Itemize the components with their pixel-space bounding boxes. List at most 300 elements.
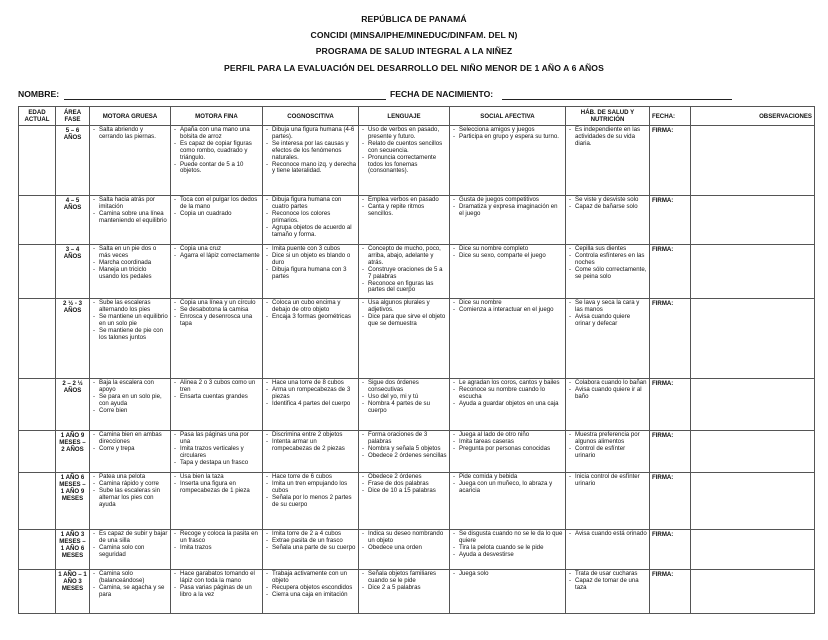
cognitive-list bbox=[265, 300, 356, 321]
health-cell bbox=[566, 530, 650, 570]
age-phase-cell: 5 – 6 AÑOS bbox=[56, 126, 90, 196]
milestone-item: - Tira la pelota cuando se le pide bbox=[452, 545, 563, 552]
health-cell bbox=[566, 473, 650, 530]
milestone-item: - Ayuda a desvestirse bbox=[452, 552, 563, 559]
milestone-item: - Juega al lado de otro niño bbox=[452, 432, 563, 439]
milestone-item: - Canta y repite ritmos sencillos. bbox=[361, 204, 447, 218]
milestone-item: - Discrimina entre 2 objetos bbox=[265, 432, 356, 439]
signature-cell[interactable]: FIRMA: bbox=[650, 570, 691, 614]
table-row bbox=[19, 431, 815, 473]
header-program: PROGRAMA DE SALUD INTEGRAL A LA NIÑEZ bbox=[315, 46, 513, 56]
signature-cell[interactable]: FIRMA: bbox=[650, 431, 691, 473]
gross-list bbox=[92, 474, 168, 509]
milestone-item: - Imita puente con 3 cubos bbox=[265, 246, 356, 253]
name-field[interactable] bbox=[64, 99, 386, 100]
age-phase-cell: 1 AÑO 9 MESES – 2 AÑOS bbox=[56, 431, 90, 473]
gross-cell bbox=[90, 126, 171, 196]
cognitive-cell bbox=[263, 431, 359, 473]
fine-cell bbox=[171, 126, 263, 196]
table-row bbox=[19, 299, 815, 379]
cognitive-list bbox=[265, 531, 356, 552]
milestone-item: - Identifica 4 partes del cuerpo bbox=[265, 401, 356, 408]
current-age-cell[interactable] bbox=[19, 245, 56, 299]
gross-list bbox=[92, 531, 168, 559]
milestone-item: - Camina solo con seguridad bbox=[92, 545, 168, 559]
health-cell bbox=[566, 379, 650, 431]
gross-cell bbox=[90, 431, 171, 473]
name-label: NOMBRE: bbox=[18, 89, 60, 99]
birthdate-field[interactable] bbox=[502, 99, 732, 100]
milestone-item: - Es capaz de copiar figuras como rombo, cuadrado y triángulo. bbox=[173, 141, 260, 162]
gross-list bbox=[92, 300, 168, 341]
milestone-item: - Capaz de tomar de una taza bbox=[568, 578, 647, 592]
milestone-item: - Reconoce mano izq. y derecha y tiene lateralidad. bbox=[265, 162, 356, 176]
milestone-item: - Cepilla sus dientes bbox=[568, 246, 647, 253]
fine-cell bbox=[171, 245, 263, 299]
current-age-cell[interactable] bbox=[19, 473, 56, 530]
social-list bbox=[452, 474, 563, 495]
cognitive-cell bbox=[263, 530, 359, 570]
social-cell bbox=[450, 126, 566, 196]
social-list bbox=[452, 531, 563, 559]
fine-cell bbox=[171, 379, 263, 431]
milestone-item: - Colabora cuando lo bañan bbox=[568, 380, 647, 387]
milestone-item: - Pasa las páginas una por una bbox=[173, 432, 260, 446]
milestone-item: - Trabaja activamente con un objeto bbox=[265, 571, 356, 585]
signature-cell[interactable]: FIRMA: bbox=[650, 196, 691, 245]
milestone-item: - Pronuncia correctamente todos los fonemas (consonantes). bbox=[361, 155, 447, 176]
current-age-cell[interactable] bbox=[19, 196, 56, 245]
milestone-item: - Obedece una orden bbox=[361, 545, 447, 552]
milestone-item: - Se viste y desviste solo bbox=[568, 197, 647, 204]
health-cell bbox=[566, 431, 650, 473]
milestone-item: - Arma un rompecabezas de 3 piezas bbox=[265, 387, 356, 401]
milestone-item: - Reconoce su nombre cuando lo escucha bbox=[452, 387, 563, 401]
age-phase-cell: 1 AÑO 6 MESES – 1 AÑO 9 MESES bbox=[56, 473, 90, 530]
health-cell bbox=[566, 196, 650, 245]
milestone-item: - Apaña con una mano una bolsita de arroz bbox=[173, 127, 260, 141]
fine-list bbox=[173, 571, 260, 599]
language-cell bbox=[359, 299, 450, 379]
health-list bbox=[568, 127, 647, 148]
gross-cell bbox=[90, 299, 171, 379]
gross-cell bbox=[90, 473, 171, 530]
age-phase-cell: 2 ½ - 3 AÑOS bbox=[56, 299, 90, 379]
health-list bbox=[568, 246, 647, 281]
health-cell bbox=[566, 245, 650, 299]
signature-cell[interactable]: FIRMA: bbox=[650, 530, 691, 570]
language-list bbox=[361, 432, 447, 460]
col-cognitive-header: COGNOSCITIVA bbox=[263, 107, 359, 126]
milestone-item: - Dice 2 a 5 palabras bbox=[361, 585, 447, 592]
table-row bbox=[19, 379, 815, 431]
signature-cell[interactable]: FIRMA: bbox=[650, 245, 691, 299]
milestone-item: - Imita trazos verticales y circulares bbox=[173, 446, 260, 460]
observations-cell[interactable] bbox=[691, 245, 815, 299]
col-social-header: SOCIAL AFECTIVA bbox=[450, 107, 566, 126]
gross-list bbox=[92, 432, 168, 453]
fine-cell bbox=[171, 530, 263, 570]
milestone-item: - Juega solo bbox=[452, 571, 563, 578]
social-list bbox=[452, 571, 563, 578]
table-row bbox=[19, 473, 815, 530]
observations-cell[interactable] bbox=[691, 379, 815, 431]
gross-cell bbox=[90, 530, 171, 570]
milestone-item: - Agrupa objetos de acuerdo al tamaño y forma. bbox=[265, 225, 356, 239]
observations-cell[interactable] bbox=[691, 570, 815, 614]
milestone-item: - Se interesa por las causas y efectos de los fenómenos naturales. bbox=[265, 141, 356, 162]
col-phase-header: ÁREA FASE bbox=[56, 107, 90, 126]
milestone-item: - Inicia control de esfínter urinario bbox=[568, 474, 647, 488]
milestone-item: - Dibuja figura humana con cuatro partes bbox=[265, 197, 356, 211]
table-row bbox=[19, 126, 815, 196]
health-list bbox=[568, 531, 647, 538]
fine-cell bbox=[171, 431, 263, 473]
language-cell bbox=[359, 245, 450, 299]
milestone-item: - Uso del yo, mi y tú bbox=[361, 394, 447, 401]
health-cell bbox=[566, 570, 650, 614]
birthdate-label: FECHA DE NACIMIENTO: bbox=[390, 89, 494, 99]
gross-cell bbox=[90, 245, 171, 299]
table-row bbox=[19, 530, 815, 570]
milestone-item: - Sube las escaleras alternando los pies bbox=[92, 300, 168, 314]
signature-cell[interactable]: FIRMA: bbox=[650, 473, 691, 530]
milestone-item: - Camina bien en ambas direcciones bbox=[92, 432, 168, 446]
milestone-item: - Participa en grupo y espera su turno. bbox=[452, 134, 563, 141]
language-cell bbox=[359, 570, 450, 614]
social-list bbox=[452, 246, 563, 260]
milestone-item: - Comienza a interactuar en el juego bbox=[452, 307, 563, 314]
age-phase-cell: 3 – 4 AÑOS bbox=[56, 245, 90, 299]
milestone-item: - Copia una cruz bbox=[173, 246, 260, 253]
current-age-cell[interactable] bbox=[19, 379, 56, 431]
social-list bbox=[452, 127, 563, 141]
milestone-item: - Hace garabatos tomando el lápiz con toda la mano bbox=[173, 571, 260, 585]
milestone-item: - Dice para que sirve el objeto que se demuestra bbox=[361, 314, 447, 328]
col-date-header: FECHA: bbox=[650, 107, 691, 126]
cognitive-cell bbox=[263, 570, 359, 614]
current-age-cell[interactable] bbox=[19, 530, 56, 570]
milestone-item: - Imita tareas caseras bbox=[452, 439, 563, 446]
milestone-item: - Uso de verbos en pasado, presente y futuro. bbox=[361, 127, 447, 141]
milestone-item: - Avisa cuando quiere orinar y defecar bbox=[568, 314, 647, 328]
fine-list bbox=[173, 246, 260, 260]
social-list bbox=[452, 300, 563, 314]
signature-cell[interactable]: FIRMA: bbox=[650, 299, 691, 379]
gross-list bbox=[92, 197, 168, 225]
milestone-item: - Salta en un pie dos o más veces bbox=[92, 246, 168, 260]
milestone-item: - Extrae pasita de un frasco bbox=[265, 538, 356, 545]
fine-list bbox=[173, 432, 260, 467]
milestone-item: - Nombra 4 partes de su cuerpo bbox=[361, 401, 447, 415]
milestone-item: - Copia una línea y un círculo bbox=[173, 300, 260, 307]
milestone-item: - Frase de dos palabras bbox=[361, 481, 447, 488]
header-concidi: CONCIDI (MINSA/IPHE/MINEDUC/DINFAM. DEL N) bbox=[310, 30, 518, 40]
language-list bbox=[361, 127, 447, 175]
cognitive-cell bbox=[263, 299, 359, 379]
milestone-item: - Maneja un triciclo usando los pedales bbox=[92, 267, 168, 281]
cognitive-cell bbox=[263, 245, 359, 299]
milestone-item: - Coloca un cubo encima y debajo de otro objeto bbox=[265, 300, 356, 314]
milestone-item: - Dice de 10 a 15 palabras bbox=[361, 488, 447, 495]
milestone-item: - Muestra preferencia por algunos alimentos bbox=[568, 432, 647, 446]
milestone-item: - Control de esfínter urinario bbox=[568, 446, 647, 460]
milestone-item: - Inserta una figura en rompecabezas de 1 pieza bbox=[173, 481, 260, 495]
milestone-item: - Avisa cuando quiere ir al baño bbox=[568, 387, 647, 401]
milestone-item: - Usa algunos plurales y adjetivos. bbox=[361, 300, 447, 314]
milestone-item: - Es capaz de subir y bajar de una silla bbox=[92, 531, 168, 545]
language-cell bbox=[359, 379, 450, 431]
col-language-header: LENGUAJE bbox=[359, 107, 450, 126]
milestone-item: - Toca con el pulgar los dedos de la mano bbox=[173, 197, 260, 211]
observations-cell[interactable] bbox=[691, 126, 815, 196]
milestone-item: - Usa bien la taza bbox=[173, 474, 260, 481]
milestone-item: - Pide comida y bebida bbox=[452, 474, 563, 481]
health-list bbox=[568, 300, 647, 328]
milestone-item: - Nombra y señala 5 objetos bbox=[361, 446, 447, 453]
cognitive-list bbox=[265, 127, 356, 175]
language-list bbox=[361, 571, 447, 592]
header-profile-title: PERFIL PARA LA EVALUACIÓN DEL DESARROLLO DEL NIÑO MENOR DE 1 AÑO A 6 AÑOS bbox=[224, 63, 604, 73]
milestone-item: - Relato de cuentos sencillos con secuencia. bbox=[361, 141, 447, 155]
fine-list bbox=[173, 300, 260, 328]
milestone-item: - Le agradan los coros, cantos y bailes bbox=[452, 380, 563, 387]
current-age-cell[interactable] bbox=[19, 299, 56, 379]
milestone-item: - Imita trazos bbox=[173, 545, 260, 552]
col-fine-motor-header: MOTORA FINA bbox=[171, 107, 263, 126]
signature-cell[interactable]: FIRMA: bbox=[650, 379, 691, 431]
milestone-item: - Es independiente en las actividades de su vida diaria. bbox=[568, 127, 647, 148]
cognitive-list bbox=[265, 246, 356, 281]
health-list bbox=[568, 197, 647, 211]
milestone-item: - Intenta armar un rompecabezas de 2 piezas bbox=[265, 439, 356, 453]
language-list bbox=[361, 474, 447, 495]
gross-list bbox=[92, 380, 168, 415]
age-phase-cell: 1 AÑO – 1 AÑO 3 MESES bbox=[56, 570, 90, 614]
milestone-item: - Se mantiene un equilibrio en un solo pie bbox=[92, 314, 168, 328]
milestone-item: - Trata de usar cucharas bbox=[568, 571, 647, 578]
social-cell bbox=[450, 379, 566, 431]
milestone-item: - Dice su nombre completo bbox=[452, 246, 563, 253]
header-republic: REPÚBLICA DE PANAMÁ bbox=[361, 14, 467, 24]
table-row bbox=[19, 196, 815, 245]
milestone-item: - Emplea verbos en pasado bbox=[361, 197, 447, 204]
cognitive-list bbox=[265, 571, 356, 599]
col-observations-header: OBSERVACIONES bbox=[691, 107, 815, 126]
language-cell bbox=[359, 473, 450, 530]
social-cell bbox=[450, 196, 566, 245]
language-list bbox=[361, 246, 447, 294]
milestone-item: - Corre y trepa bbox=[92, 446, 168, 453]
milestone-item: - Se para en un solo pie, con ayuda bbox=[92, 394, 168, 408]
milestone-item: - Camina solo (balanceándose) bbox=[92, 571, 168, 585]
milestone-item: - Ayuda a guardar objetos en una caja bbox=[452, 401, 563, 408]
milestone-item: - Imita torre de 2 a 4 cubos bbox=[265, 531, 356, 538]
language-cell bbox=[359, 126, 450, 196]
milestone-item: - Alinea 2 o 3 cubos como un tren bbox=[173, 380, 260, 394]
milestone-item: - Ensarta cuentas grandes bbox=[173, 394, 260, 401]
milestone-item: - Camina rápido y corre bbox=[92, 481, 168, 488]
gross-cell bbox=[90, 196, 171, 245]
cognitive-list bbox=[265, 432, 356, 453]
language-list bbox=[361, 531, 447, 552]
milestone-item: - Agarra el lápiz correctamente bbox=[173, 253, 260, 260]
observations-cell[interactable] bbox=[691, 473, 815, 530]
health-cell bbox=[566, 299, 650, 379]
milestone-item: - Dramatiza y expresa imaginación en el juego bbox=[452, 204, 563, 218]
observations-cell[interactable] bbox=[691, 431, 815, 473]
milestone-item: - Salta hacia atrás por imitación bbox=[92, 197, 168, 211]
fine-list bbox=[173, 127, 260, 175]
fine-cell bbox=[171, 299, 263, 379]
social-list bbox=[452, 380, 563, 408]
table-header-row bbox=[19, 107, 815, 126]
language-list bbox=[361, 300, 447, 328]
milestone-item: - Reconoce en figuras las partes del cuerpo bbox=[361, 281, 447, 295]
milestone-item: - Patea una pelota bbox=[92, 474, 168, 481]
gross-cell bbox=[90, 379, 171, 431]
language-list bbox=[361, 380, 447, 415]
milestone-item: - Dice si un objeto es blando o duro bbox=[265, 253, 356, 267]
milestone-item: - Capaz de bañarse solo bbox=[568, 204, 647, 211]
social-list bbox=[452, 432, 563, 453]
language-cell bbox=[359, 431, 450, 473]
milestone-item: - Juega con un muñeco, lo abraza y acaricia bbox=[452, 481, 563, 495]
milestone-item: - Obedece 2 órdenes bbox=[361, 474, 447, 481]
table-row bbox=[19, 245, 815, 299]
milestone-item: - Imita un tren empujando los cubos bbox=[265, 481, 356, 495]
age-phase-cell: 1 AÑO 3 MESES – 1 AÑO 6 MESES bbox=[56, 530, 90, 570]
health-list bbox=[568, 474, 647, 488]
language-cell bbox=[359, 196, 450, 245]
fine-cell bbox=[171, 473, 263, 530]
milestone-item: - Tapa y destapa un frasco bbox=[173, 460, 260, 467]
milestone-item: - Concepto de mucho, poco, arriba, abajo, adelante y atrás. bbox=[361, 246, 447, 267]
fine-list bbox=[173, 380, 260, 401]
milestone-item: - Sube las escaleras sin alternar los pies con ayuda bbox=[92, 488, 168, 509]
milestone-item: - Come sólo correctamente, se peina solo bbox=[568, 267, 647, 281]
milestone-item: - Enrosca y desenrosca una tapa bbox=[173, 314, 260, 328]
gross-list bbox=[92, 127, 168, 141]
signature-cell[interactable]: FIRMA: bbox=[650, 126, 691, 196]
milestone-item: - Corre bien bbox=[92, 408, 168, 415]
milestone-item: - Camina sobre una línea manteniendo el equilibrio bbox=[92, 211, 168, 225]
current-age-cell[interactable] bbox=[19, 431, 56, 473]
milestone-item: - Hace torre de 6 cubos bbox=[265, 474, 356, 481]
fine-list bbox=[173, 197, 260, 218]
gross-list bbox=[92, 246, 168, 281]
milestone-item: - Señala objetos familiares cuando se le pide bbox=[361, 571, 447, 585]
cognitive-cell bbox=[263, 196, 359, 245]
milestone-item: - Pasa varias páginas de un libro a la vez bbox=[173, 585, 260, 599]
age-phase-cell: 2 – 2 ½ AÑOS bbox=[56, 379, 90, 431]
health-list bbox=[568, 432, 647, 460]
col-age-header: EDAD ACTUAL bbox=[19, 107, 56, 126]
milestone-item: - Obedece 2 órdenes sencillas bbox=[361, 453, 447, 460]
social-cell bbox=[450, 473, 566, 530]
milestone-item: - Pregunta por personas conocidas bbox=[452, 446, 563, 453]
milestone-item: - Controla esfínteres en las noches bbox=[568, 253, 647, 267]
social-cell bbox=[450, 570, 566, 614]
cognitive-cell bbox=[263, 473, 359, 530]
milestone-item: - Camina, se agacha y se para bbox=[92, 585, 168, 599]
milestone-item: - Se lava y seca la cara y las manos bbox=[568, 300, 647, 314]
name-birth-row bbox=[18, 89, 818, 103]
milestone-item: - Recoge y coloca la pasita en un frasco bbox=[173, 531, 260, 545]
cognitive-list bbox=[265, 474, 356, 509]
milestone-item: - Encaja 3 formas geométricas bbox=[265, 314, 356, 321]
milestone-item: - Baja la escalera con apoyo bbox=[92, 380, 168, 394]
observations-cell[interactable] bbox=[691, 530, 815, 570]
health-list bbox=[568, 571, 647, 592]
milestone-item: - Gusta de juegos competitivos bbox=[452, 197, 563, 204]
milestone-item: - Señala una parte de su cuerpo bbox=[265, 545, 356, 552]
milestone-item: - Indica su deseo nombrando un objeto bbox=[361, 531, 447, 545]
milestone-item: - Construye oraciones de 5 a 7 palabras bbox=[361, 267, 447, 281]
language-cell bbox=[359, 530, 450, 570]
milestone-item: - Se desabotona la camisa bbox=[173, 307, 260, 314]
col-health-header: HÁB. DE SALUD Y NUTRICIÓN bbox=[566, 107, 650, 126]
milestone-item: - Cierra una caja en imitación bbox=[265, 592, 356, 599]
milestone-item: - Hace una torre de 8 cubos bbox=[265, 380, 356, 387]
milestone-item: - Dice su nombre bbox=[452, 300, 563, 307]
social-cell bbox=[450, 299, 566, 379]
milestone-item: - Puede contar de 5 a 10 objetos. bbox=[173, 162, 260, 176]
milestone-item: - Avisa cuando está orinado bbox=[568, 531, 647, 538]
fine-cell bbox=[171, 196, 263, 245]
age-phase-cell: 4 – 5 AÑOS bbox=[56, 196, 90, 245]
milestone-item: - Reconoce los colores primarios. bbox=[265, 211, 356, 225]
health-cell bbox=[566, 126, 650, 196]
milestone-item: - Se mantiene de pie con los talones juntos bbox=[92, 328, 168, 342]
fine-cell bbox=[171, 570, 263, 614]
gross-list bbox=[92, 571, 168, 599]
milestone-item: - Selecciona amigos y juegos bbox=[452, 127, 563, 134]
milestone-item: - Se disgusta cuando no se le da lo que quiere bbox=[452, 531, 563, 545]
cognitive-cell bbox=[263, 126, 359, 196]
current-age-cell[interactable] bbox=[19, 126, 56, 196]
gross-cell bbox=[90, 570, 171, 614]
milestone-item: - Sigue dos órdenes consecutivas bbox=[361, 380, 447, 394]
milestone-item: - Dice su sexo, comparte el juego bbox=[452, 253, 563, 260]
milestone-item: - Forma oraciones de 3 palabras bbox=[361, 432, 447, 446]
cognitive-list bbox=[265, 380, 356, 408]
milestone-item: - Señala por lo menos 2 partes de su cuerpo bbox=[265, 495, 356, 509]
fine-list bbox=[173, 531, 260, 552]
milestone-item: - Salta abriendo y cerrando las piernas. bbox=[92, 127, 168, 141]
cognitive-cell bbox=[263, 379, 359, 431]
fine-list bbox=[173, 474, 260, 495]
language-list bbox=[361, 197, 447, 218]
col-gross-motor-header: MOTORA GRUESA bbox=[90, 107, 171, 126]
social-list bbox=[452, 197, 563, 218]
milestone-item: - Copia un cuadrado bbox=[173, 211, 260, 218]
observations-cell[interactable] bbox=[691, 196, 815, 245]
milestone-item: - Dibuja figura humana con 3 partes bbox=[265, 267, 356, 281]
cognitive-list bbox=[265, 197, 356, 238]
milestone-item: - Recupera objetos escondidos bbox=[265, 585, 356, 592]
social-cell bbox=[450, 431, 566, 473]
table-row bbox=[19, 570, 815, 614]
milestone-item: - Marcha coordinada bbox=[92, 260, 168, 267]
development-table bbox=[18, 106, 815, 614]
social-cell bbox=[450, 245, 566, 299]
social-cell bbox=[450, 530, 566, 570]
observations-cell[interactable] bbox=[691, 299, 815, 379]
health-list bbox=[568, 380, 647, 401]
milestone-item: - Dibuja una figura humana (4-6 partes). bbox=[265, 127, 356, 141]
current-age-cell[interactable] bbox=[19, 570, 56, 614]
